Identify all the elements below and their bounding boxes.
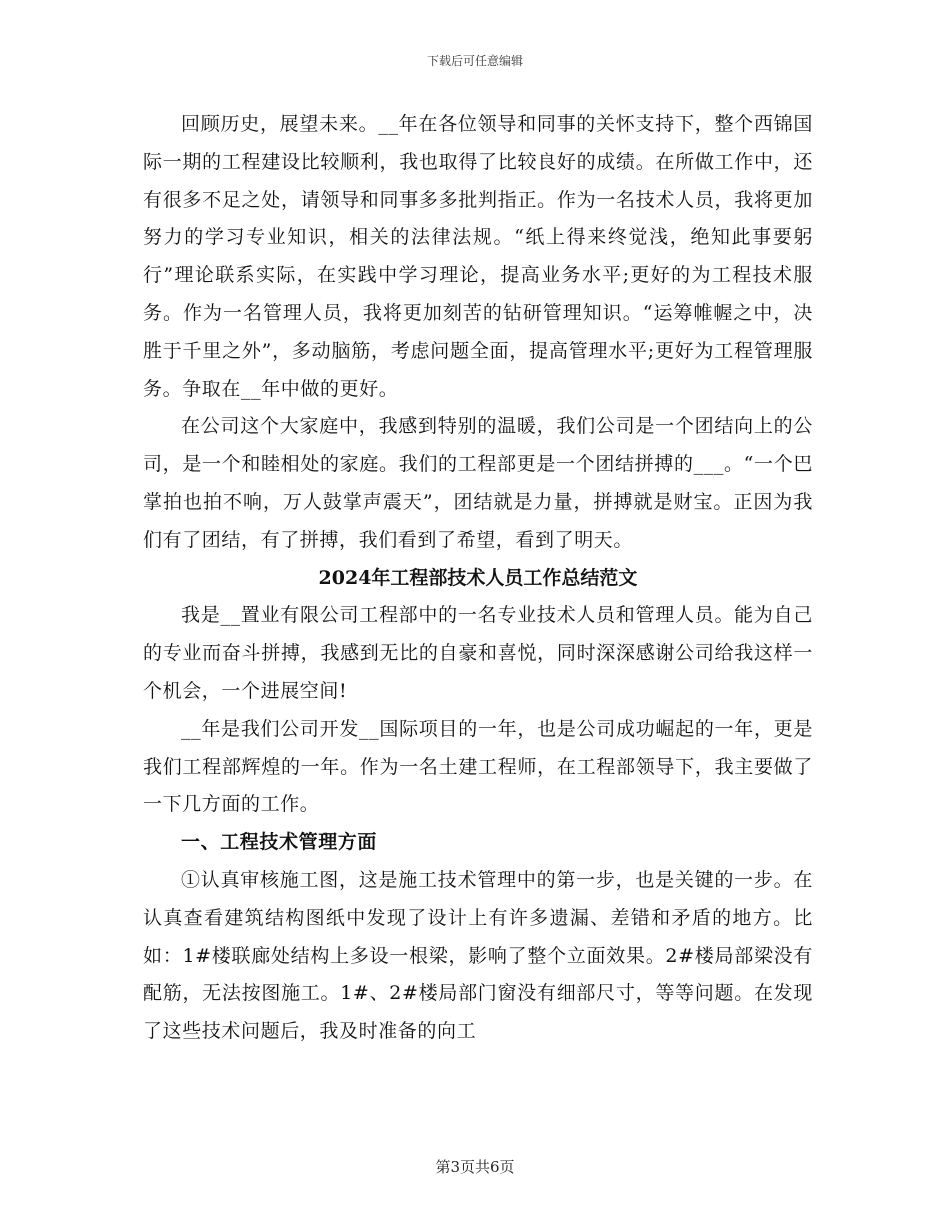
document-body <box>143 106 813 1051</box>
paragraph-company-family: 在公司这个大家庭中，我感到特别的温暖，我们公司是一个团结向上的公司，是一个和睦相处的家庭。我们的工程部更是一个团结拼搏的___。“一个巴掌拍也拍不响，万人鼓掌声震天”，团结就是力量，拼搏就是财宝。正因为我们有了团结，有了拼搏，我们看到了希望，看到了明天。 <box>143 415 813 551</box>
document-title: 2024年工程部技术人员工作总结范文 <box>318 566 638 589</box>
paragraph-year-overview: __年是我们公司开发__国际项目的一年，也是公司成功崛起的一年，更是我们工程部辉煌的一年。作为一名土建工程师，在工程部领导下，我主要做了一下几方面的工作。 <box>143 717 813 816</box>
section-heading-technical-management: 一、工程技术管理方面 <box>181 831 378 854</box>
page-header-note: 下载后可任意编辑 <box>426 54 523 68</box>
paragraph-review-outlook: 回顾历史，展望未来。__年在各位领导和同事的关怀支持下，整个西锦国际一期的工程建设比较顺利，我也取得了比较良好的成绩。在所做工作中，还有很多不足之处，请领导和同事多多批判指正。作为一名技术人员，我将更加努力的学习专业知识，相关的法律法规。“纸上得来终觉浅，绝知此事要躬行”理论联系实际，在实践中学习理论，提高业务水平;更好的为工程技术服务。作为一名管理人员，我将更加刻苦的钻研管理知识。“运筹帷幄之中，决胜于千里之外”，多动脑筋，考虑问题全面，提高管理水平;更好为工程管理服务。争取在__年中做的更好。 <box>143 113 813 400</box>
paragraph-introduction: 我是__置业有限公司工程部中的一名专业技术人员和管理人员。能为自己的专业而奋斗拼搏，我感到无比的自豪和喜悦，同时深深感谢公司给我这样一个机会，一个进展空间! <box>143 604 813 702</box>
page-number: 第3页共6页 <box>435 1158 515 1176</box>
paragraph-drawing-review: ①认真审核施工图，这是施工技术管理中的第一步，也是关键的一步。在认真查看建筑结构图纸中发现了设计上有许多遗漏、差错和矛盾的地方。比如：1#楼联廊处结构上多设一根梁，影响了整个立面效果。2#楼局部梁没有配筋，无法按图施工。1#、2#楼局部门窗没有细部尺寸，等等问题。在发现了这些技术问题后，我及时准备的向工 <box>143 868 813 1043</box>
